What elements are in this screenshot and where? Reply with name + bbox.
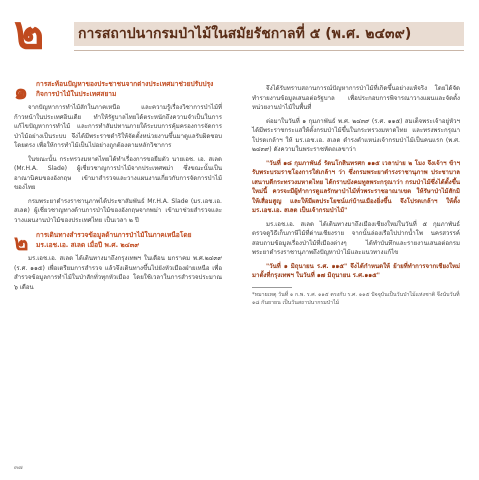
paragraph: มร.เอช.เอ. สเลด ได้เดินทางมาถึงเมืองเชียงใหม่ในวันที่ ๕ กุมภาพันธ์ ตรวจดูวิธีเก็บภาษีไม้ที่ด่านเชียงราย จากนั้นล่องเรือไปปากน้ำโพ นครสวรรค์ สอบถามข้อมูลเรื่องป่าไม้ที่เมืองต่างๆ ได้ทำบันทึกและรายงานเสนอต่อกรมพระยาดำรงราชานุภาพถึงปัญหาป่าไม้และแนวทางแก้ไข [252,220,460,256]
left-column [14,80,222,298]
right-column [252,80,460,307]
section-heading: การเดินทางสำรวจข้อมูลด้านการป่าไม้ในภาคเหนือโดย มร.เอช.เอ. สเลด เมื่อปี พ.ศ. ๒๔๓๙ [36,231,192,249]
royal-quote-2: "วันที่ ๑ มิถุนายน ร.ศ. ๑๑๕" จึงได้กำหนดให้ ย้ายที่ทำการจากเชียงใหม่ มาตั้งที่กรุงเทพฯ ในวันที่ ๑๗ มิถุนายน ร.ศ.๑๑๕" [252,262,460,279]
section-number: ๑ [14,79,28,105]
section-number: ๒ [14,230,29,256]
chapter-number: ๒ [14,5,45,59]
page-title: การสถาปนากรมป่าไม้ในสมัยรัชกาลที่ ๕ (พ.ศ. ๒๔๓๙) [78,26,412,42]
section-2 [14,231,222,292]
paragraph: ต่อมาในวันที่ ๑ กุมภาพันธ์ พ.ศ. ๒๔๓๙ (ร.ศ. ๑๑๕) สมเด็จพระเจ้าอยู่หัวฯ ได้มีพระราชกระแสให้ตั้งกรมป่าไม้ขึ้นในกระทรวงมหาดไทย และทรงพระกรุณาโปรดเกล้าฯ ให้ มร.เอช.เอ. สเลด ดำรงตำแหน่งเจ้ากรมป่าไม้เป็นคนแรก (พ.ศ. ๒๔๓๙) ดังความในพระราชหัตถเลขาว่า [252,117,460,153]
paragraph: จากปัญหาการทำไม้สักในภาคเหนือ และความรู้เรื่องวิชาการป่าไม้ที่ก้าวหน้าในประเทศอินเดีย ทำให้รัฐบาลไทยได้ตระหนักถึงความจำเป็นในการแก้ไขปัญหาการทำไม้ และการทำสัมปทานภายใต้ระบบการคุ้มครองการจัดการป่าไม้อย่างเป็นระบบ จึงได้มีพระราชดำริให้จัดตั้งหน่วยงานขึ้นมาดูแลรับผิดชอบโดยตรง เพื่อให้การทำไม้เป็นไปอย่างถูกต้องตามหลักวิชาการ [14,104,222,149]
page-header [0,0,479,70]
footnote: *หมายเหตุ วันที่ ๑ ก.พ. ร.ศ. ๑๑๕ ตรงกับ ร.ศ. ๑๑๕ ปัจจุบันเป็นวันป่าไม้แห่งชาติ จึงนับวันที่ ๑๘ กันยายน เป็นวันสถาปนากรมป่าไม้ [252,291,460,306]
note-divider [252,287,292,288]
section-1 [14,80,222,225]
section-heading: การสะท้อนปัญหาของประชาชนจากต่างประเทศมาช่วยปรับปรุงกิจการป่าไม้ในประเทศสยาม [36,80,214,98]
paragraph: มร.เอช.เอ. สเลด ได้เดินทางมาถึงกรุงเทพฯ ในเดือน มกราคม พ.ศ.๒๔๓๙ (ร.ศ. ๑๑๕) เพื่อเตรียมการสำรวจ แล้วจึงเดินทางขึ้นไปยังหัวเมืองฝ่ายเหนือ เพื่อสำรวจข้อมูลการทำไม้ในป่าสักทั่วทุกหัวเมือง โดยใช้เวลาในการสำรวจประมาณ ๖ เดือน [14,255,222,291]
paragraph: ในขณะนั้น กระทรวงมหาดไทยได้ทำเรื่องการขอยืมตัว นายเอช. เอ. สเลด (Mr.H.A. Slade) ผู้เชี่ยวชาญการป่าไม้จากประเทศพม่า ซึ่งขณะนั้นเป็นอาณานิคมของอังกฤษ เข้ามาสำรวจและวางแผนงานเกี่ยวกับการจัดการป่าไม้ของไทย [14,155,222,191]
divider [74,50,464,51]
paragraph: กรมพระยาดำรงราชานุภาพได้ประชาสัมพันธ์ Mr.H.A. Slade (มร.เอช.เอ. สเลด) ผู้เชี่ยวชาญทางด้านการป่าไม้ของอังกฤษจากพม่า เข้ามาช่วยสำรวจและวางแผนงานป่าไม้ของประเทศไทย เป็นเวลา ๒ ปี [14,197,222,224]
page-number: ๓๗ [14,464,23,471]
royal-quote: "วันที่ ๑๘ กุมภาพันธ์ รัตนโกสินทรศก ๑๑๕ เวลาบ่าย ๒ โมง จึงเจ้าฯ ข้าฯ รับพระบรมราชโองการใส่เกล้าฯ ว่า ซึ่งกรมพระยาดำรงราชานุภาพ ประชาบาลเสนาบดีกระทรวงมหาดไทย ได้กราบบังคมทูลพระกรุณาว่า กรมป่าไม้ซึ่งได้ตั้งขึ้นใหม่นี้ ควรจะมีผู้ทำการดูแลรักษาป่าไม้ทั่วพระราชอาณาเขต ให้รัษาป่าไม้สักมิให้เสื่อมสูญ และให้มีผลประโยชน์แก่บ้านเมืองยิ่งขึ้น จึงโปรดเกล้าฯ ให้ตั้ง มร.เอช.เอ. สเลด เป็นเจ้ากรมป่าไม้" [252,159,460,214]
paragraph: จึงได้รับทราบสถานการณ์ปัญหาการป่าไม้ที่เกิดขึ้นอย่างแท้จริง โดยได้จัดทำรายงานข้อมูลเสนอต่อรัฐบาล เพื่อประกอบการพิจารณาวางแผนและจัดตั้งหน่วยงานป่าไม้ในพื้นที่ [252,85,460,111]
